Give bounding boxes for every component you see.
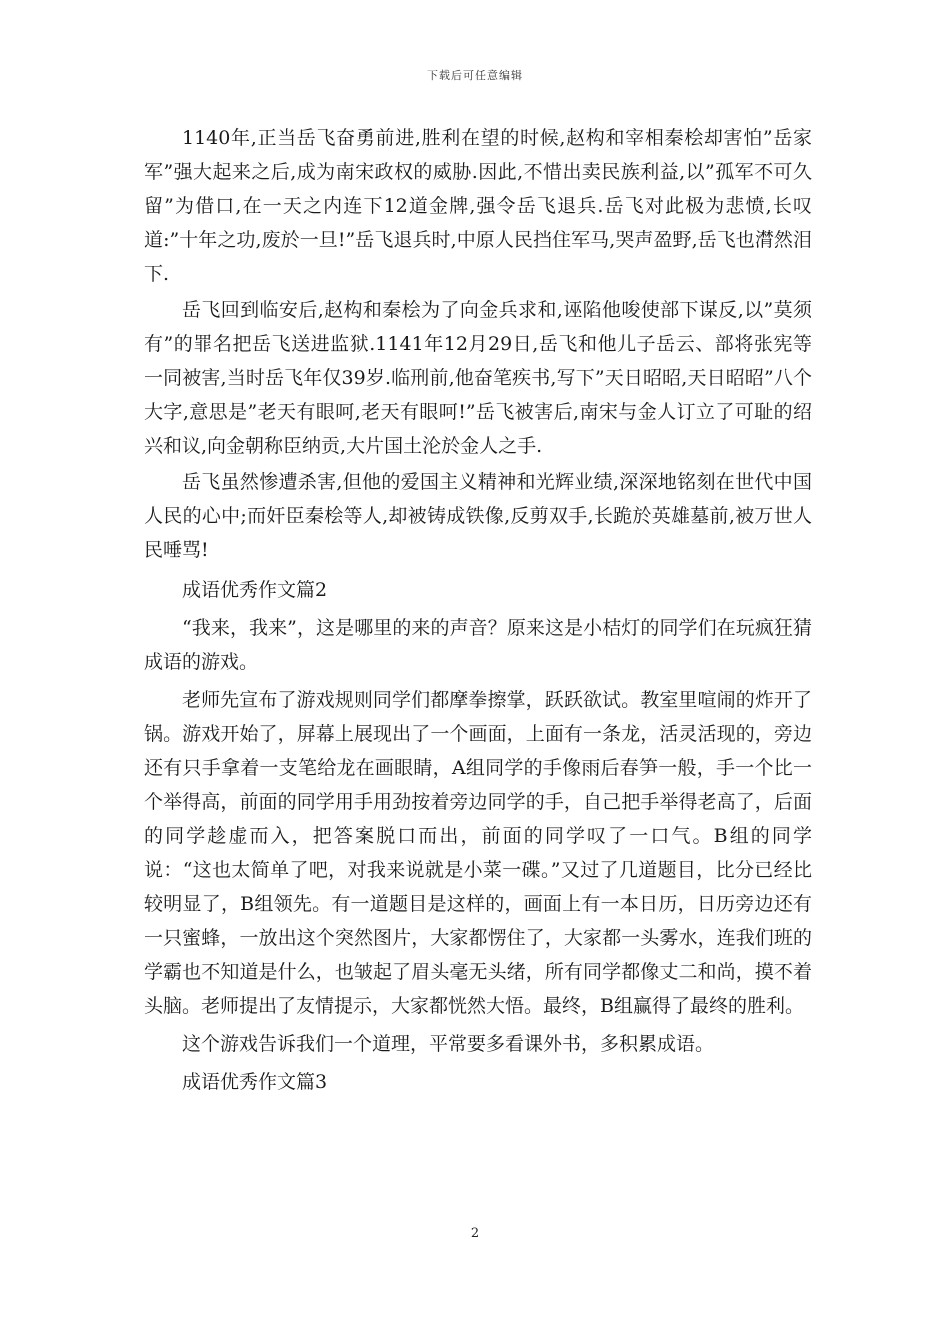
paragraph-2: 岳飞回到临安后,赵构和秦桧为了向金兵求和,诬陷他唆使部下谋反,以”莫须有”的罪名把岳飞送进监狱.1141年12月29日,岳飞和他儿子岳云、部将张宪等一同被害,当时岳飞年仅39岁.临刑前,他奋笔疾书,写下”天日昭昭,天日昭昭”八个大字,意思是”老天有眼呵,老天有眼呵!”岳飞被害后,南宋与金人订立了可耻的绍兴和议,向金朝称臣纳贡,大片国土沦於金人之手. xyxy=(144,299,812,457)
paragraph-1: 1140年,正当岳飞奋勇前进,胜利在望的时候,赵构和宰相秦桧却害怕”岳家军”强大起来之后,成为南宋政权的威胁.因此,不惜出卖民族利益,以”孤军不可久留”为借口,在一天之内连下12道金牌,强令岳飞退兵.岳飞对此极为悲愤,长叹道:”十年之功,废於一旦!”岳飞退兵时,中原人民挡住军马,哭声盈野,岳飞也潸然泪下. xyxy=(144,127,812,285)
page-number: 2 xyxy=(470,1226,480,1241)
paragraph-3: 岳飞虽然惨遭杀害,但他的爱国主义精神和光辉业绩,深深地铭刻在世代中国人民的心中;而奸臣秦桧等人,却被铸成铁像,反剪双手,长跪於英雄墓前,被万世人民唾骂! xyxy=(144,471,812,561)
section-title-3: 成语优秀作文篇3 xyxy=(182,1071,328,1093)
section-title-2: 成语优秀作文篇2 xyxy=(182,579,328,601)
page-header: 下载后可任意编辑 xyxy=(427,69,523,82)
paragraph-5: 老师先宣布了游戏规则同学们都摩拳擦掌，跃跃欲试。教室里喧闹的炸开了锅。游戏开始了，屏幕上展现出了一个画面，上面有一条龙，活灵活现的，旁边还有只手拿着一支笔给龙在画眼睛，A组同学的手像雨后春笋一般，手一个比一个举得高，前面的同学用手用劲按着旁边同学的手，自己把手举得老高了，后面的同学趁虚而入，把答案脱口而出，前面的同学叹了一口气。B组的同学说：“这也太简单了吧，对我来说就是小菜一碟。”又过了几道题目，比分已经比较明显了，B组领先。有一道题目是这样的，画面上有一本日历，日历旁边还有一只蜜蜂，一放出这个突然图片，大家都愣住了，大家都一头雾水，连我们班的学霸也不知道是什么，也皱起了眉头毫无头绪，所有同学都像丈二和尚，摸不着头脑。老师提出了友情提示，大家都恍然大悟。最终，B组赢得了最终的胜利。 xyxy=(144,689,812,1017)
document-body xyxy=(144,121,812,1099)
paragraph-4: “我来，我来”，这是哪里的来的声音？原来这是小桔灯的同学们在玩疯狂猜成语的游戏。 xyxy=(144,617,812,673)
paragraph-6: 这个游戏告诉我们一个道理，平常要多看课外书，多积累成语。 xyxy=(182,1033,715,1055)
